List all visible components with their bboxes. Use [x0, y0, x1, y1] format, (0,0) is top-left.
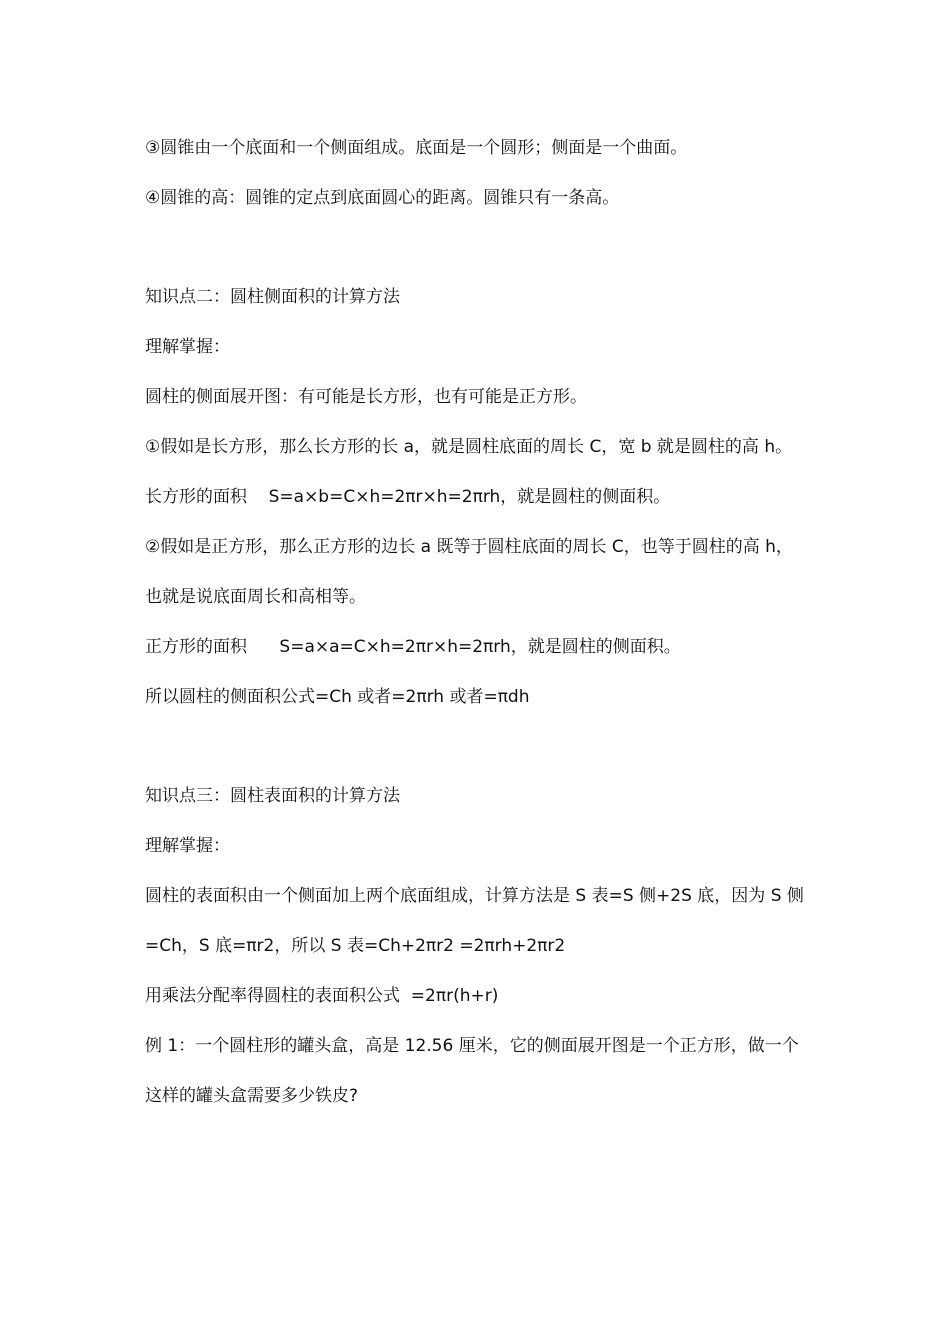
cone-composition-text: ③圆锥由一个底面和一个侧面组成。底面是一个圆形；侧面是一个曲面。 [145, 138, 688, 158]
lateral-net-text: 圆柱的侧面展开图：有可能是长方形，也有可能是正方形。 [145, 387, 587, 407]
section-heading-lateral-area: 知识点二：圆柱侧面积的计算方法 [145, 287, 400, 307]
section-heading-surface-area: 知识点三：圆柱表面积的计算方法 [145, 786, 400, 806]
understanding-label: 理解掌握： [145, 836, 230, 856]
square-case-text: ②假如是正方形，那么正方形的边长 a 既等于圆柱底面的周长 C，也等于圆柱的高 h， [145, 537, 793, 557]
example-1-text: 例 1：一个圆柱形的罐头盒，高是 12.56 厘米，它的侧面展开图是一个正方形，做一个 [145, 1036, 799, 1056]
cone-height-text: ④圆锥的高：圆锥的定点到底面圆心的距离。圆锥只有一条高。 [145, 188, 620, 208]
rectangle-case-text: ①假如是长方形，那么长方形的长 a，就是圆柱底面的周长 C，宽 b 就是圆柱的高 h。 [145, 437, 793, 457]
surface-area-text-continuation: =Ch，S 底=πr2，所以 S 表=Ch+2πr2 =2πrh+2πr2 [145, 936, 566, 956]
understanding-label: 理解掌握： [145, 337, 230, 357]
surface-area-formula: 用乘法分配率得圆柱的表面积公式 =2πr(h+r) [145, 986, 499, 1006]
surface-area-text: 圆柱的表面积由一个侧面加上两个底面组成，计算方法是 S 表=S 侧+2S 底，因为 S 侧 [145, 886, 804, 906]
square-case-continuation: 也就是说底面周长和高相等。 [145, 587, 366, 607]
rectangle-area-formula: 长方形的面积 S=a×b=C×h=2πr×h=2πrh，就是圆柱的侧面积。 [145, 487, 671, 507]
lateral-area-formula: 所以圆柱的侧面积公式=Ch 或者=2πrh 或者=πdh [145, 687, 530, 707]
example-1-continuation: 这样的罐头盒需要多少铁皮? [145, 1086, 359, 1106]
square-area-formula: 正方形的面积 S=a×a=C×h=2πr×h=2πrh，就是圆柱的侧面积。 [145, 637, 681, 657]
